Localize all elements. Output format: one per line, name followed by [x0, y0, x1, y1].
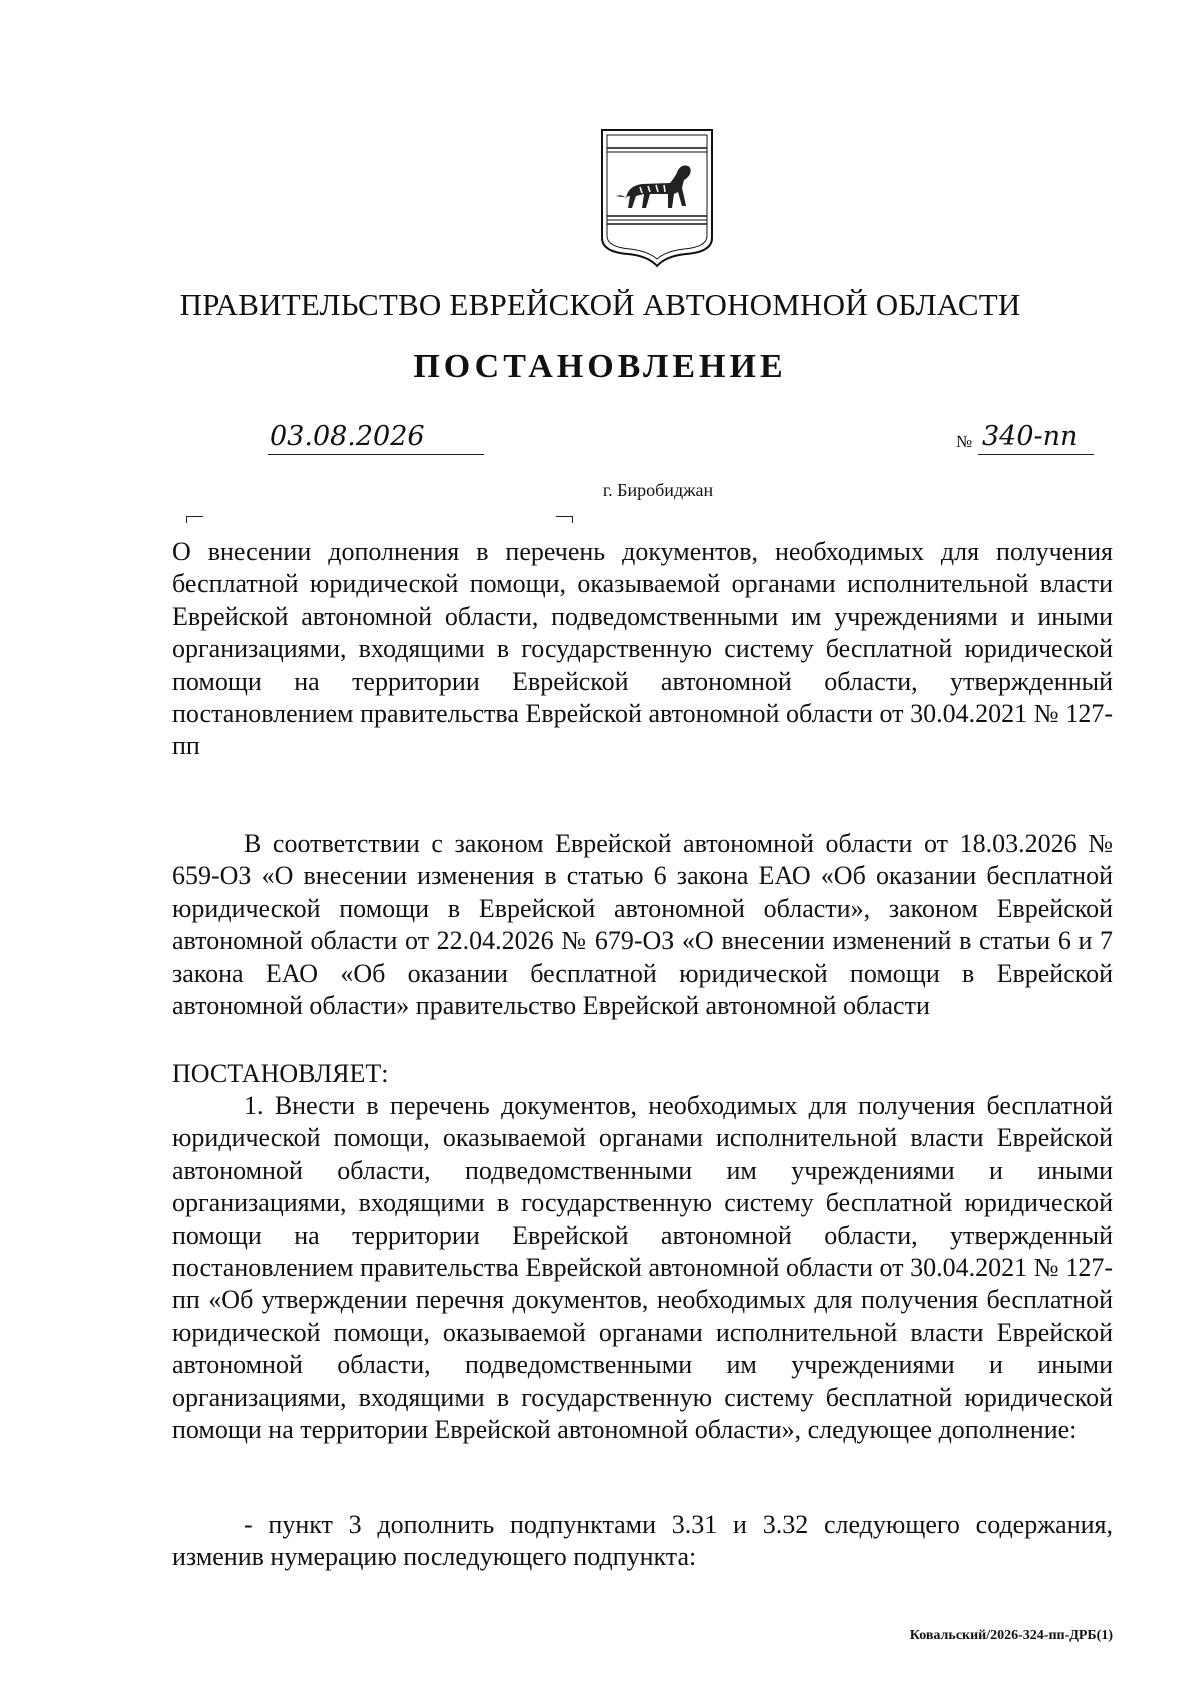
item-1-paragraph: 1. Внести в перечень документов, необходимых для получения бесплатной юридической помощи, оказываемой органами исполнительной власти Еврейской автономной области, подведомственными им учреждениями и иными организациями, входящими в государственную систему бесплатной юридической помощи на территории Еврейской автономной области, утвержденный постановлением правительства Еврейской автономной области от 30.04.2021 № 127-пп «Об утверждении перечня документов, необходимых для получения бесплатной юридической помощи, оказываемой органами исполнительной власти Еврейской автономной области, подведомственными им учреждениями и иными организациями, входящими в государственную систему бесплатной юридической помощи на территории Еврейской автономной области», следующее дополнение:: [172, 1091, 1113, 1445]
coat-of-arms-emblem: [598, 126, 716, 268]
signing-date: 03.08.2026: [268, 420, 484, 455]
resolve-line: ПОСТАНОВЛЯЕТ:: [172, 1059, 389, 1088]
government-title: ПРАВИТЕЛЬСТВО ЕВРЕЙСКОЙ АВТОНОМНОЙ ОБЛАСТИ: [179, 287, 1021, 322]
right-corner-mark: [556, 516, 573, 523]
city-line: г. Биробиджан: [602, 480, 714, 500]
left-corner-mark: [186, 516, 203, 523]
subject-heading: О внесении дополнения в перечень документов, необходимых для получения бесплатной юридической помощи, оказываемой органами исполнительной власти Еврейской автономной области, подведомственными им учреждениями и иными организациями, входящими в государственную систему бесплатной юридической помощи на территории Еврейской автономной области, утвержденный постановлением правительства Еврейской автономной области от 30.04.2021 № 127-пп: [172, 537, 1113, 761]
item-1-subparagraph: - пункт 3 дополнить подпунктами 3.31 и 3.32 следующего содержания, изменив нумерацию последующего подпункта:: [172, 1510, 1113, 1572]
preamble-paragraph: В соответствии с законом Еврейской автономной области от 18.03.2026 № 659-ОЗ «О внесении изменения в статью 6 закона ЕАО «Об оказании бесплатной юридической помощи в Еврейской автономной области», законом Еврейской автономной области от 22.04.2026 № 679-ОЗ «О внесении изменений в статьи 6 и 7 закона ЕАО «Об оказании бесплатной юридической помощи в Еврейской автономной области» правительство Еврейской автономной области: [172, 829, 1113, 1021]
document-type-title: ПОСТАНОВЛЕНИЕ: [413, 348, 787, 385]
footer-reference: Ковальский/2026-324-пп-ДРБ(1): [909, 1628, 1113, 1643]
document-number: 340-пп: [978, 420, 1094, 455]
number-label: №: [956, 432, 973, 451]
